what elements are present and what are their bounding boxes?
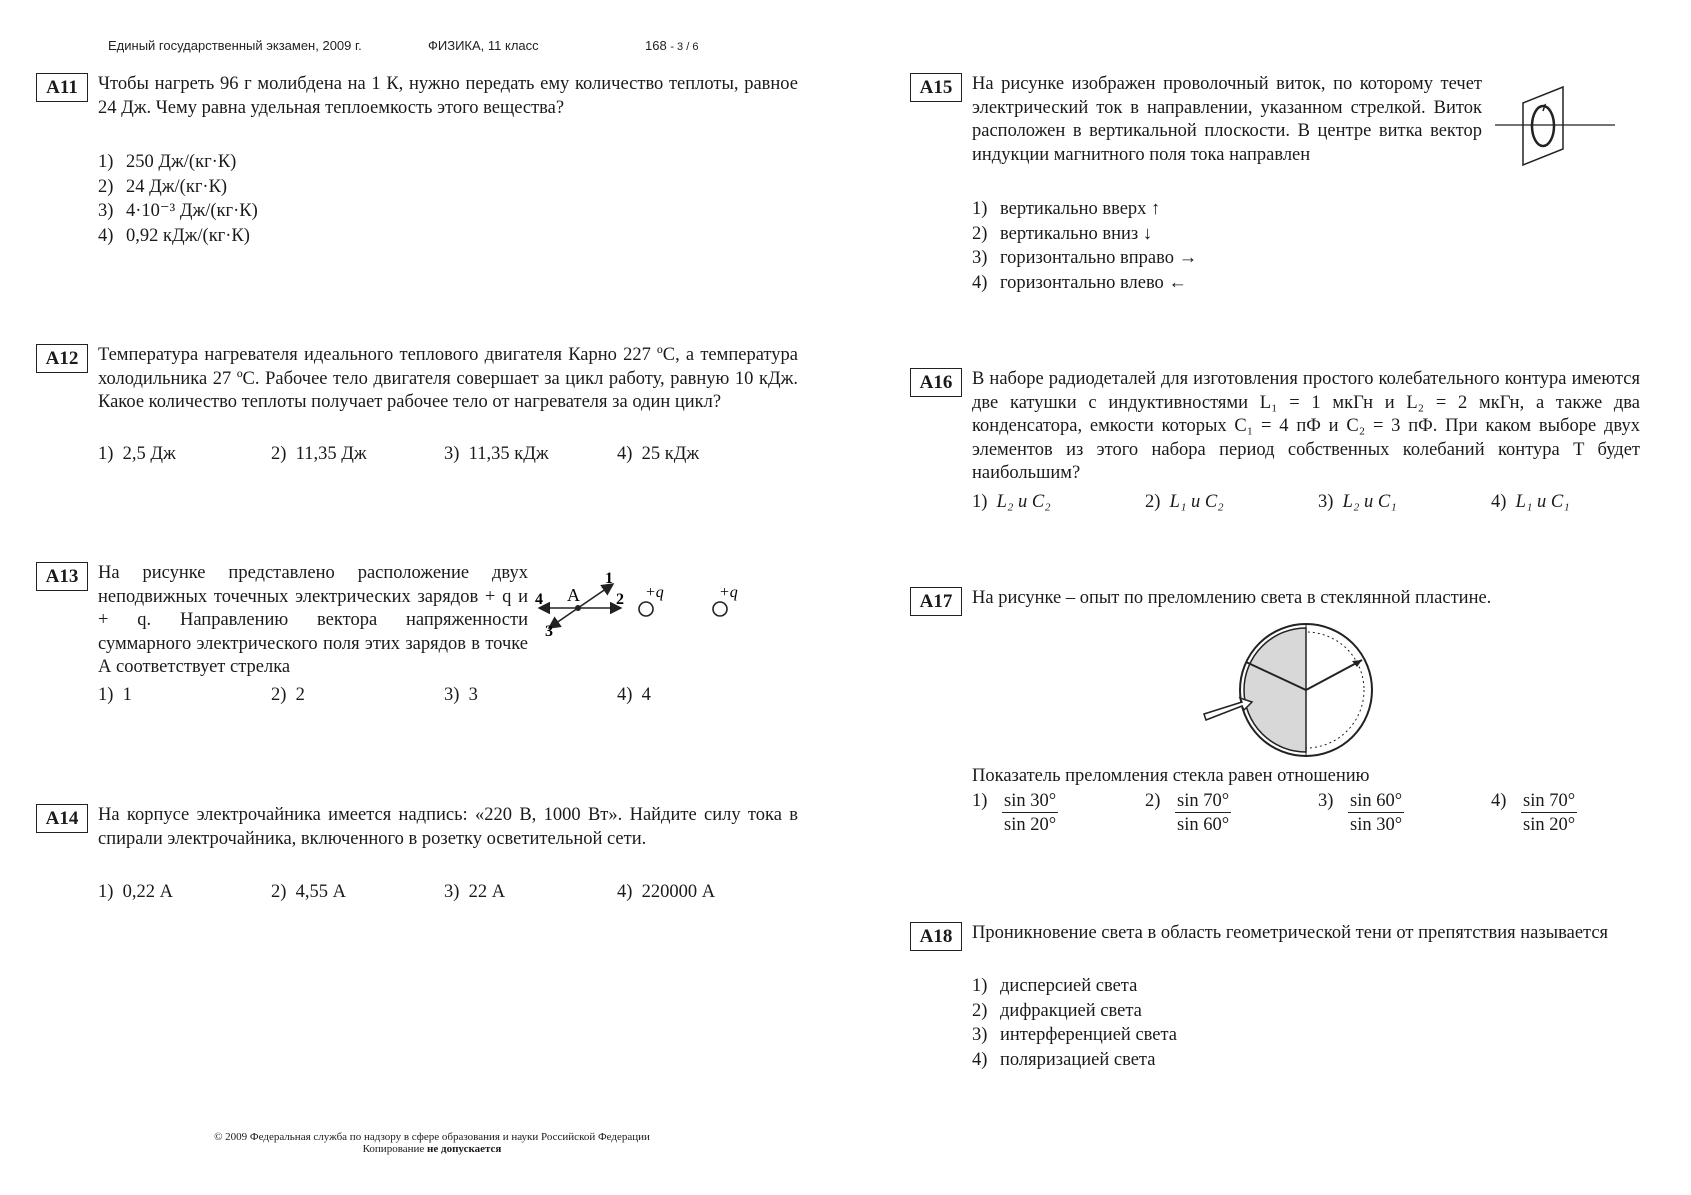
option-1: 1) L₂ и C₂ bbox=[972, 492, 1051, 512]
question-label: A18 bbox=[910, 922, 962, 951]
option-3: 3) sin 60° sin 30° bbox=[1318, 791, 1403, 835]
option-4: 4) L₁ и C₁ bbox=[1491, 492, 1570, 512]
question-prompt: Показатель преломления стекла равен отношению bbox=[972, 766, 1370, 786]
options-list bbox=[98, 150, 258, 248]
option-4: 4) sin 70° sin 20° bbox=[1491, 791, 1576, 835]
arrow-1 bbox=[578, 584, 613, 608]
charge-2-circle bbox=[713, 602, 727, 616]
refracted-ray bbox=[1306, 660, 1362, 690]
option-2: 2) 4,55 А bbox=[271, 882, 347, 902]
option-1: 1) sin 30° sin 20° bbox=[972, 791, 1057, 835]
option-3: 3) 3 bbox=[444, 685, 478, 705]
options-list bbox=[972, 197, 1197, 295]
question-stem: Проникновение света в область геометрической тени от препятствия называется bbox=[972, 923, 1609, 943]
question-label: A14 bbox=[36, 804, 88, 833]
question-stem: Чтобы нагреть 96 г молибдена на 1 К, нужно передать ему количество теплоты, равное 24 Дж. Чему равна удельная теплоемкость этого вещества? bbox=[98, 74, 798, 118]
question-label: A17 bbox=[910, 587, 962, 616]
option-4: 4) горизонтально влево ← bbox=[972, 272, 1187, 293]
question-label: A15 bbox=[910, 73, 962, 102]
page-of: - 3 / 6 bbox=[670, 41, 699, 53]
charge-1-circle bbox=[639, 602, 653, 616]
header-exam: Единый государственный экзамен, 2009 г. bbox=[108, 38, 362, 53]
options-row bbox=[972, 791, 1612, 851]
question-stem: На корпусе электрочайника имеется надпись: «220 В, 1000 Вт». Найдите силу тока в спирали электрочайника, включенного в розетку осветительной сети. bbox=[98, 805, 798, 849]
refraction-figure bbox=[1180, 620, 1380, 760]
option-1: 1) дисперсией света bbox=[972, 976, 1138, 996]
option-4: 4) 25 кДж bbox=[617, 444, 700, 464]
option-4: 4) 0,92 кДж/(кг·К) bbox=[98, 225, 250, 246]
question-label: A16 bbox=[910, 368, 962, 397]
option-3: 3) 4·10⁻³ Дж/(кг·К) bbox=[98, 201, 258, 221]
option-1: 1) вертикально вверх ↑ bbox=[972, 199, 1161, 219]
question-label: A11 bbox=[36, 73, 88, 102]
option-3: 3) горизонтально вправо → bbox=[972, 248, 1198, 268]
option-1: 1) 1 bbox=[98, 685, 132, 705]
question-label: A13 bbox=[36, 562, 88, 591]
header-subject: ФИЗИКА, 11 класс bbox=[428, 38, 539, 53]
arrow-4-label: 4 bbox=[535, 591, 543, 608]
question-stem: На рисунке представлено расположение двух неподвижных точечных электрических зарядов + q и + q. Направлению вектора напряженности суммарного электрического поля этих зарядов в точке А соответствует стрелка bbox=[98, 563, 528, 677]
header-page bbox=[645, 38, 698, 53]
option-3: 3) интерференцией света bbox=[972, 1025, 1178, 1045]
option-1: 1) 2,5 Дж bbox=[98, 444, 176, 464]
page-code: 168 bbox=[645, 38, 667, 53]
arrow-3 bbox=[549, 608, 578, 628]
option-1: 1) 0,22 А bbox=[98, 882, 174, 902]
wire-loop bbox=[1532, 106, 1554, 146]
option-2: 2) 2 bbox=[271, 685, 305, 705]
option-4: 4) 4 bbox=[617, 685, 651, 705]
option-4: 4) поляризацией света bbox=[972, 1049, 1156, 1070]
arrow-2-label: 2 bbox=[616, 591, 624, 608]
glass-half-disc bbox=[1244, 628, 1306, 752]
question-stem: На рисунке – опыт по преломлению света в стеклянной пластине. bbox=[972, 588, 1492, 608]
option-2: 2) sin 70° sin 60° bbox=[1145, 791, 1230, 835]
option-3: 3) 22 А bbox=[444, 882, 506, 902]
vertical-plane bbox=[1523, 87, 1563, 165]
option-1: 1) 250 Дж/(кг·К) bbox=[98, 152, 237, 172]
option-2: 2) дифракцией света bbox=[972, 1000, 1142, 1021]
option-4: 4) 220000 А bbox=[617, 882, 716, 902]
option-2: 2) 11,35 Дж bbox=[271, 444, 367, 464]
charges-figure bbox=[531, 562, 791, 642]
option-2: 2) 24 Дж/(кг·К) bbox=[98, 176, 228, 197]
question-stem: В наборе радиодеталей для изготовления простого колебательного контура имеются две катушки с индуктивностями L₁ = 1 мкГн и L₂ = 2 мкГн, а также два конденсатора, емкости которых C₁ = 4 пФ и C₂ = 3 пФ. При каком выборе двух элементов из этого набора период собственных колебаний контура T будет наибольшим? bbox=[972, 369, 1640, 483]
footer bbox=[152, 1131, 712, 1155]
options-list bbox=[972, 974, 1177, 1072]
point-a-dot bbox=[575, 605, 581, 611]
option-3: 3) L₂ и C₁ bbox=[1318, 492, 1397, 512]
charge-1-label: +q bbox=[645, 584, 664, 601]
wire-loop-figure bbox=[1495, 83, 1615, 173]
arrow-3-label: 3 bbox=[545, 623, 553, 640]
arrow-1-label: 1 bbox=[605, 570, 613, 587]
question-label: A12 bbox=[36, 344, 88, 373]
point-a-label: A bbox=[567, 585, 580, 605]
option-2: 2) L₁ и C₂ bbox=[1145, 492, 1224, 512]
charge-2-label: +q bbox=[719, 584, 738, 601]
question-stem: Температура нагревателя идеального теплового двигателя Карно 227 ºС, а температура холодильника 27 ºС. Рабочее тело двигателя совершает за цикл работу, равную 10 кДж. Какое количество теплоты получает рабочее тело от нагревателя за один цикл? bbox=[98, 345, 798, 412]
footer-copying: Копирование не допускается bbox=[362, 1143, 502, 1155]
footer-copyright: © 2009 Федеральная служба по надзору в сфере образования и науки Российской Федерации bbox=[214, 1131, 650, 1143]
question-stem: На рисунке изображен проволочный виток, по которому течет электрический ток в направлении, указанном стрелкой. Виток расположен в вертикальной плоскости. В центре витка вектор индукции магнитного поля тока направлен bbox=[972, 74, 1482, 165]
option-2: 2) вертикально вниз ↓ bbox=[972, 223, 1153, 244]
option-3: 3) 11,35 кДж bbox=[444, 444, 549, 464]
